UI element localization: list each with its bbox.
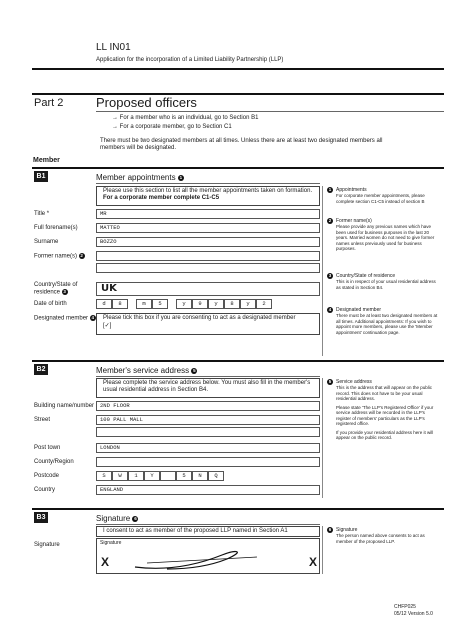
b3-title-rule — [96, 524, 320, 525]
postcode-char-4[interactable]: Y — [144, 471, 160, 481]
part-title: Proposed officers — [96, 95, 197, 110]
dob-char-6[interactable]: 9 — [192, 299, 208, 309]
b3-consent-box — [96, 526, 320, 537]
b2-title-text: Member's service address — [96, 366, 190, 375]
designated-label-text: Designated member — [34, 315, 89, 322]
b1-tag: B1 — [34, 171, 48, 182]
b1-note-4-head: Designated member — [336, 307, 382, 313]
b3-tag: B3 — [34, 512, 48, 523]
b3-title — [96, 514, 138, 523]
dob-char-5[interactable]: y — [176, 299, 192, 309]
b2-note-body-3: If you provide your residential address here it will appear on the public record. — [336, 429, 434, 440]
dob-char-9[interactable]: y — [240, 299, 256, 309]
arrow-right-icon: → — [112, 124, 118, 130]
country-label: Country — [34, 487, 56, 493]
b3-note-head: Signature — [336, 527, 358, 533]
postcode-char-1[interactable]: S — [96, 471, 112, 481]
part-bullet-1 — [112, 114, 258, 122]
county-field[interactable] — [96, 457, 320, 467]
dob-char-10[interactable]: 2 — [256, 299, 272, 309]
country-residence-label — [34, 282, 94, 297]
b1-note-4 — [327, 307, 439, 335]
former-field[interactable] — [96, 251, 320, 261]
dob-char-8[interactable]: 8 — [224, 299, 240, 309]
b1-note-3-body: This is in respect of your usual residential address as stated in Section B4. — [336, 279, 436, 290]
part-title-rule — [96, 111, 444, 112]
postcode-char-6[interactable]: 5 — [176, 471, 192, 481]
b2-side-divider — [322, 378, 323, 498]
county-label: County/Region — [34, 459, 74, 465]
b2-title — [96, 366, 197, 375]
b3-rule — [32, 508, 444, 510]
b1-title-num: 1 — [179, 174, 183, 180]
title-label: Title * — [34, 211, 50, 217]
street-field-2[interactable] — [96, 427, 320, 437]
designated-checkbox[interactable]: [✓] — [103, 323, 112, 329]
b1-note-1-num: 1 — [328, 187, 332, 192]
forenames-field[interactable] — [96, 223, 320, 233]
country-residence-num: 3 — [63, 289, 66, 294]
dob-label: Date of birth — [34, 301, 67, 307]
building-field[interactable] — [96, 401, 320, 411]
handwritten-signature — [127, 545, 277, 573]
b1-note-3 — [327, 273, 439, 290]
country-residence-label-text: Country/State of residence — [34, 282, 78, 296]
former-label-text: Former name(s) — [34, 253, 78, 260]
b3-note-body: The person named above consents to act as member of the proposed LLP. — [336, 533, 425, 544]
footer-version: 05/12 Version 5.0 — [394, 611, 433, 617]
b2-note-body-1: This is the address that will appear on the public record. This does not have to be your usual residential address. — [336, 385, 433, 401]
part-rule — [32, 93, 444, 95]
part-label: Part 2 — [34, 97, 64, 109]
forenames-label: Full forename(s) — [34, 225, 78, 231]
building-label: Building name/number — [34, 403, 95, 409]
b1-title — [96, 173, 184, 182]
b1-rule — [32, 167, 444, 169]
b3-note — [327, 527, 439, 544]
b1-note-3-num: 3 — [328, 273, 332, 278]
forenames-value: MATTEO — [100, 224, 120, 231]
part-bullet-text-2: For a corporate member, go to Section C1 — [119, 124, 232, 130]
b2-note — [327, 379, 439, 441]
b1-note-4-num: 4 — [328, 307, 332, 312]
arrow-right-icon: → — [112, 115, 118, 121]
b1-instruction-1: Please use this section to list all the member appointments taken on formation. — [103, 188, 313, 194]
building-value: 2ND FLOOR — [100, 402, 130, 409]
former-num: 2 — [80, 253, 83, 258]
title-field[interactable] — [96, 209, 320, 219]
b1-note-1-body: For corporate member appointments, please complete section C1-C5 instead of section B — [336, 193, 425, 204]
b2-note-body-2: Please state 'The LLP's Registered Office' if your service address will be recorded in the LLP's register of members' particulars as the LLP's registered office. — [336, 404, 434, 426]
postcode-char-8[interactable]: Q — [208, 471, 224, 481]
b1-note-2-head: Former name(s) — [336, 218, 372, 224]
b2-instruction-box — [96, 378, 320, 398]
country-field[interactable] — [96, 485, 320, 495]
surname-field[interactable] — [96, 237, 320, 247]
country-residence-field[interactable] — [96, 282, 320, 296]
b1-note-3-head: Country/State of residence — [336, 273, 396, 279]
b3-note-num: 6 — [328, 527, 332, 532]
town-value: LONDON — [100, 444, 120, 451]
former-label — [34, 253, 85, 261]
signature-box-label: Signature — [100, 540, 122, 546]
b3-title-text: Signature — [96, 514, 131, 523]
designated-box — [96, 313, 320, 335]
b2-rule — [32, 360, 444, 362]
former-field-2[interactable] — [96, 263, 320, 273]
postcode-char-3[interactable]: 1 — [128, 471, 144, 481]
part-bullet-2 — [112, 123, 232, 131]
b2-note-num: 5 — [328, 379, 332, 384]
header-rule — [32, 68, 444, 70]
dob-char-2[interactable]: 8 — [112, 299, 128, 309]
country-residence-value: UK — [101, 283, 117, 294]
dob-char-3[interactable]: m — [136, 299, 152, 309]
postcode-char-2[interactable]: W — [112, 471, 128, 481]
title-value: MR — [100, 210, 107, 217]
designated-label — [34, 315, 96, 323]
b1-note-1-head: Appointments — [336, 187, 367, 193]
form-code: LL IN01 — [96, 42, 131, 53]
b2-instruction: Please complete the service address below. You must also fill in the member's usual residential address in Section B4. — [103, 380, 311, 393]
footer-code: CHFP025 — [394, 604, 416, 610]
town-field[interactable] — [96, 443, 320, 453]
b2-tag: B2 — [34, 364, 48, 375]
dob-char-7[interactable]: y — [208, 299, 224, 309]
designated-note: There must be two designated members at all times. Unless there are at least two designated members all members will be designated. — [100, 138, 383, 151]
b2-title-rule — [96, 376, 320, 377]
dob-char-1[interactable]: d — [96, 299, 112, 309]
postcode-label: Postcode — [34, 473, 60, 479]
b1-title-text: Member appointments — [96, 173, 176, 182]
signature-mark-right: X — [309, 555, 318, 569]
surname-label: Surname — [34, 239, 59, 245]
b1-note-2-body: Please provide any previous names which have been used for business purposes in the last 20 years. Married women do not need to give former names unless previously used for business purposes. — [336, 224, 435, 251]
designated-num: 4 — [91, 315, 94, 320]
b1-title-rule — [96, 183, 320, 184]
b1-note-2 — [327, 218, 439, 252]
b1-note-4-body: There must be at least two designated members at all times. Additional appointments: If you wish to appoint more members, please use the 'Member appointment' continuation page. — [336, 313, 438, 335]
form-title: Application for the incorporation of a Limited Liability Partnership (LLP) — [96, 57, 284, 63]
part-bullet-text-1: For a member who is an individual, go to Section B1 — [119, 115, 259, 121]
street-value: 100 PALL MALL — [100, 416, 143, 423]
b1-instruction-box — [96, 186, 320, 206]
b2-title-num: 5 — [193, 367, 196, 373]
designated-text: Please tick this box if you are consenting to act as a designated member — [103, 315, 296, 321]
b3-side-divider — [322, 526, 323, 574]
b2-note-head: Service address — [336, 379, 372, 385]
signature-label: Signature — [34, 542, 60, 548]
street-field[interactable] — [96, 415, 320, 425]
b1-instruction-2: For a corporate member complete C1-C5 — [103, 195, 220, 201]
dob-char-4[interactable]: 5 — [152, 299, 168, 309]
postcode-char-5[interactable] — [160, 471, 176, 481]
member-heading: Member — [33, 157, 60, 164]
town-label: Post town — [34, 445, 61, 451]
postcode-char-7[interactable]: N — [192, 471, 208, 481]
signature-box[interactable] — [96, 538, 320, 574]
b1-side-divider — [322, 186, 323, 356]
b1-note-2-num: 2 — [328, 218, 332, 223]
b1-note-1 — [327, 187, 439, 204]
b3-consent: I consent to act as member of the proposed LLP named in Section A1 — [103, 528, 288, 534]
signature-mark-left: X — [101, 555, 110, 569]
surname-value: BOZZO — [100, 238, 117, 245]
street-label: Street — [34, 417, 51, 423]
country-value: ENGLAND — [100, 486, 124, 493]
b3-title-num: 6 — [134, 515, 137, 521]
